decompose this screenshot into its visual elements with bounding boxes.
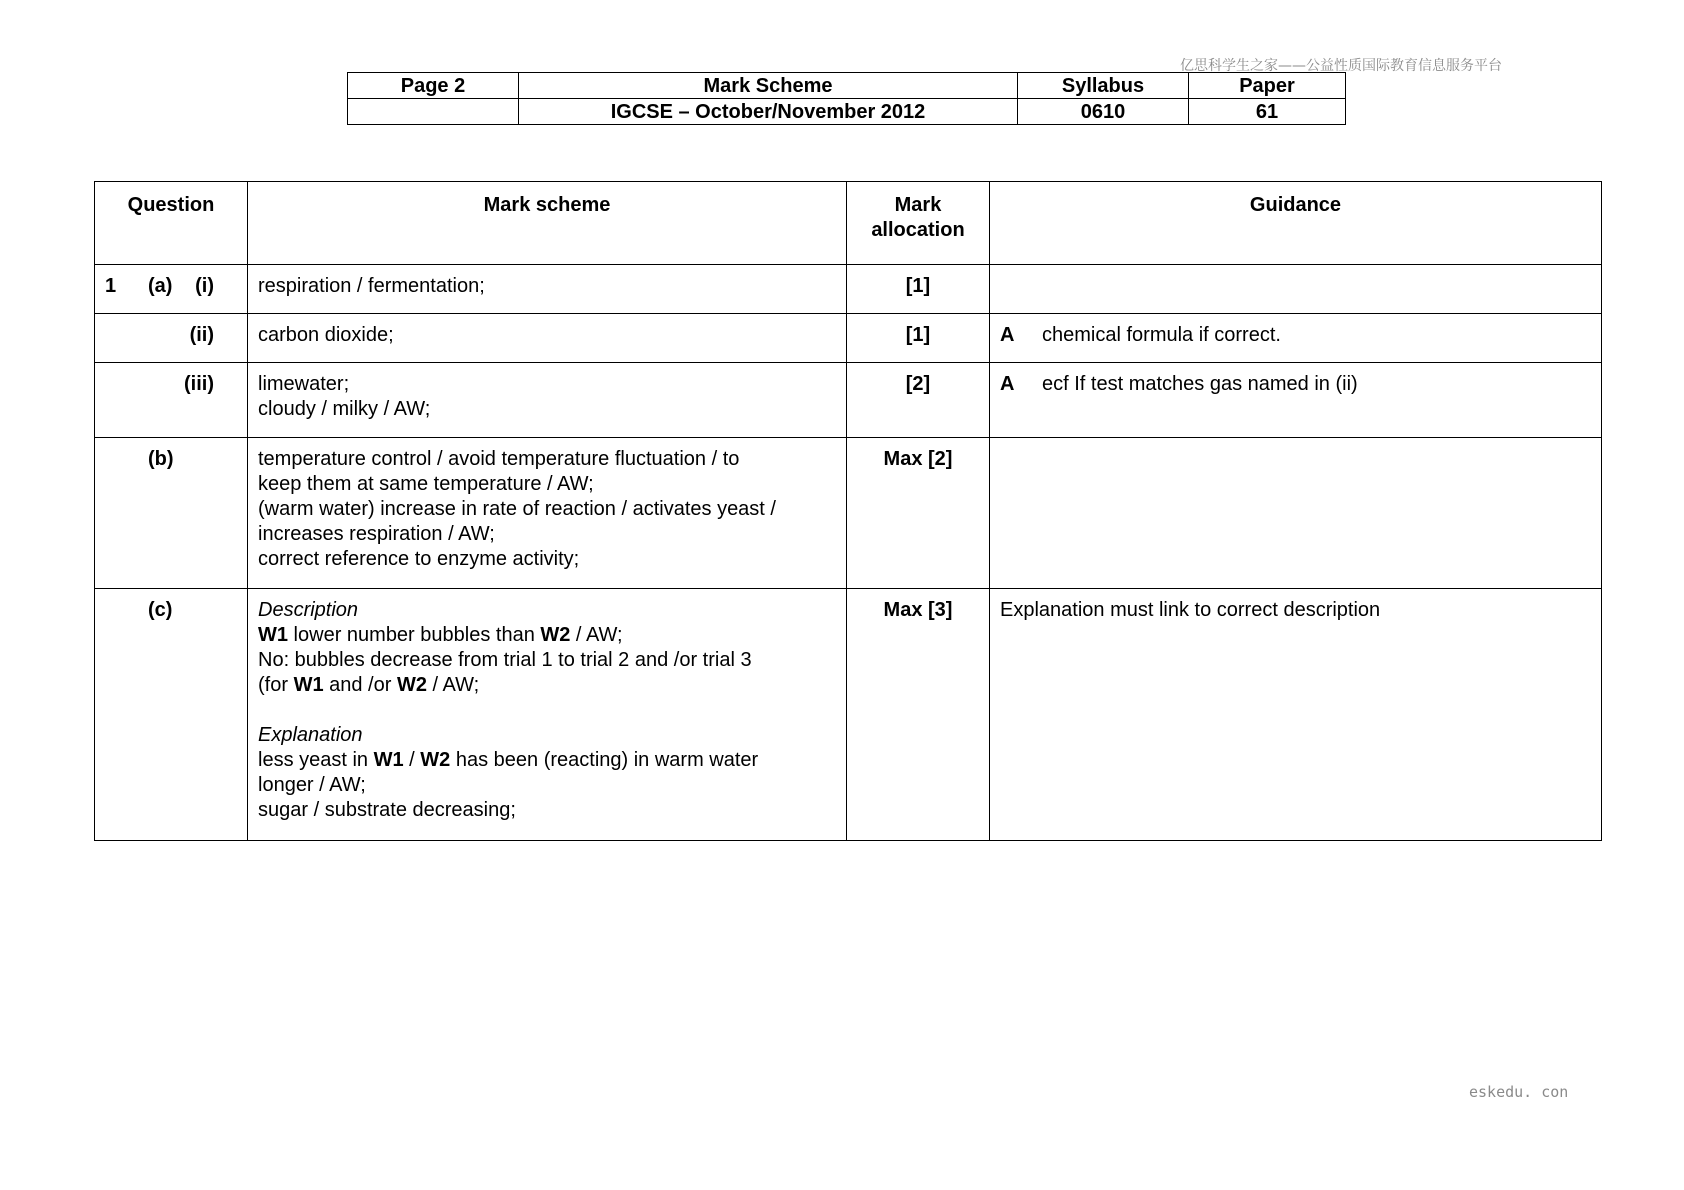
question-cell — [95, 438, 248, 589]
table-row — [95, 265, 1602, 314]
mark-scheme-text: has been (reacting) in warm water — [450, 749, 759, 771]
table-row — [95, 314, 1602, 363]
guidance-cell — [990, 314, 1602, 363]
column-question: Question — [95, 182, 248, 265]
syllabus-label: Syllabus — [1018, 73, 1189, 99]
w1-label: W1 — [258, 624, 288, 646]
column-mark-allocation-line1: Mark — [894, 194, 942, 216]
w1-label: W1 — [373, 749, 404, 771]
accept-marker: A — [1000, 373, 1015, 395]
question-part: (b) — [148, 448, 174, 470]
paper-number: 61 — [1189, 99, 1346, 125]
document-title: Mark Scheme — [519, 73, 1018, 99]
mark-scheme-cell — [248, 363, 847, 438]
header-table — [347, 72, 1346, 125]
w2-label: W2 — [420, 749, 451, 771]
mark-scheme-line: correct reference to enzyme activity; — [258, 548, 580, 570]
page-number: Page 2 — [348, 73, 519, 99]
mark-scheme-text: less yeast in — [258, 749, 374, 771]
explanation-heading: Explanation — [258, 724, 363, 746]
mark-scheme-text: lower number bubbles than — [288, 624, 541, 646]
guidance-cell — [990, 363, 1602, 438]
table-header-row — [95, 182, 1602, 265]
mark-scheme-line: temperature control / avoid temperature fluctuation / to — [258, 448, 740, 470]
mark-scheme-table — [94, 181, 1602, 841]
guidance-text: ecf If test matches gas named in (ii) — [1042, 373, 1358, 395]
mark-scheme-line: increases respiration / AW; — [258, 523, 495, 545]
question-cell — [95, 589, 248, 841]
table-row — [95, 363, 1602, 438]
guidance-text: chemical formula if correct. — [1042, 324, 1281, 346]
question-cell — [95, 363, 248, 438]
description-heading: Description — [258, 599, 359, 621]
question-subpart: (ii) — [189, 324, 214, 346]
guidance-cell — [990, 265, 1602, 314]
mark-scheme-line: limewater; — [258, 373, 350, 395]
mark-scheme-text: / AW; — [570, 624, 623, 646]
question-subpart: (iii) — [184, 373, 214, 395]
question-cell — [95, 314, 248, 363]
spacer — [258, 698, 836, 723]
mark-scheme-cell: respiration / fermentation; — [248, 265, 847, 314]
mark-scheme-text: and /or — [323, 674, 397, 696]
accept-marker: A — [1000, 324, 1015, 346]
column-mark-allocation — [847, 182, 990, 265]
mark-allocation-cell: Max [3] — [847, 589, 990, 841]
question-subpart: (i) — [195, 275, 214, 297]
table-row — [95, 438, 1602, 589]
question-cell — [95, 265, 248, 314]
mark-scheme-line: cloudy / milky / AW; — [258, 398, 431, 420]
header-blank-cell — [348, 99, 519, 125]
mark-scheme-line: longer / AW; — [258, 774, 366, 796]
mark-allocation-cell: [2] — [847, 363, 990, 438]
column-guidance: Guidance — [990, 182, 1602, 265]
mark-scheme-text: / AW; — [426, 674, 480, 696]
mark-scheme-line: No: bubbles decrease from trial 1 to trial 2 and /or trial 3 — [258, 649, 752, 671]
mark-scheme-line: (warm water) increase in rate of reaction / activates yeast / — [258, 498, 776, 520]
column-mark-scheme: Mark scheme — [248, 182, 847, 265]
mark-scheme-cell — [248, 438, 847, 589]
mark-scheme-cell: carbon dioxide; — [248, 314, 847, 363]
w2-label: W2 — [396, 674, 427, 696]
mark-scheme-line: sugar / substrate decreasing; — [258, 799, 516, 821]
footer-watermark: eskedu. con — [1469, 1083, 1569, 1101]
mark-scheme-line: keep them at same temperature / AW; — [258, 473, 594, 495]
exam-session: IGCSE – October/November 2012 — [519, 99, 1018, 125]
guidance-cell — [990, 438, 1602, 589]
question-part: (a) — [148, 275, 173, 297]
mark-allocation-cell: [1] — [847, 314, 990, 363]
mark-allocation-cell: Max [2] — [847, 438, 990, 589]
paper-label: Paper — [1189, 73, 1346, 99]
question-number: 1 — [105, 275, 117, 297]
mark-scheme-cell — [248, 589, 847, 841]
mark-scheme-line — [258, 748, 836, 773]
w1-label: W1 — [293, 674, 324, 696]
column-mark-allocation-line2: allocation — [871, 219, 965, 241]
mark-scheme-line — [258, 623, 836, 648]
mark-allocation-cell: [1] — [847, 265, 990, 314]
guidance-cell: Explanation must link to correct description — [990, 589, 1602, 841]
w2-label: W2 — [540, 624, 571, 646]
syllabus-code: 0610 — [1018, 99, 1189, 125]
watermark-text: 亿思科学生之家——公益性质国际教育信息服务平台 — [1180, 58, 1502, 74]
mark-scheme-text: (for — [258, 674, 294, 696]
question-part: (c) — [148, 599, 173, 621]
mark-scheme-text: / — [403, 749, 421, 771]
table-row — [95, 589, 1602, 841]
mark-scheme-line — [258, 673, 836, 698]
